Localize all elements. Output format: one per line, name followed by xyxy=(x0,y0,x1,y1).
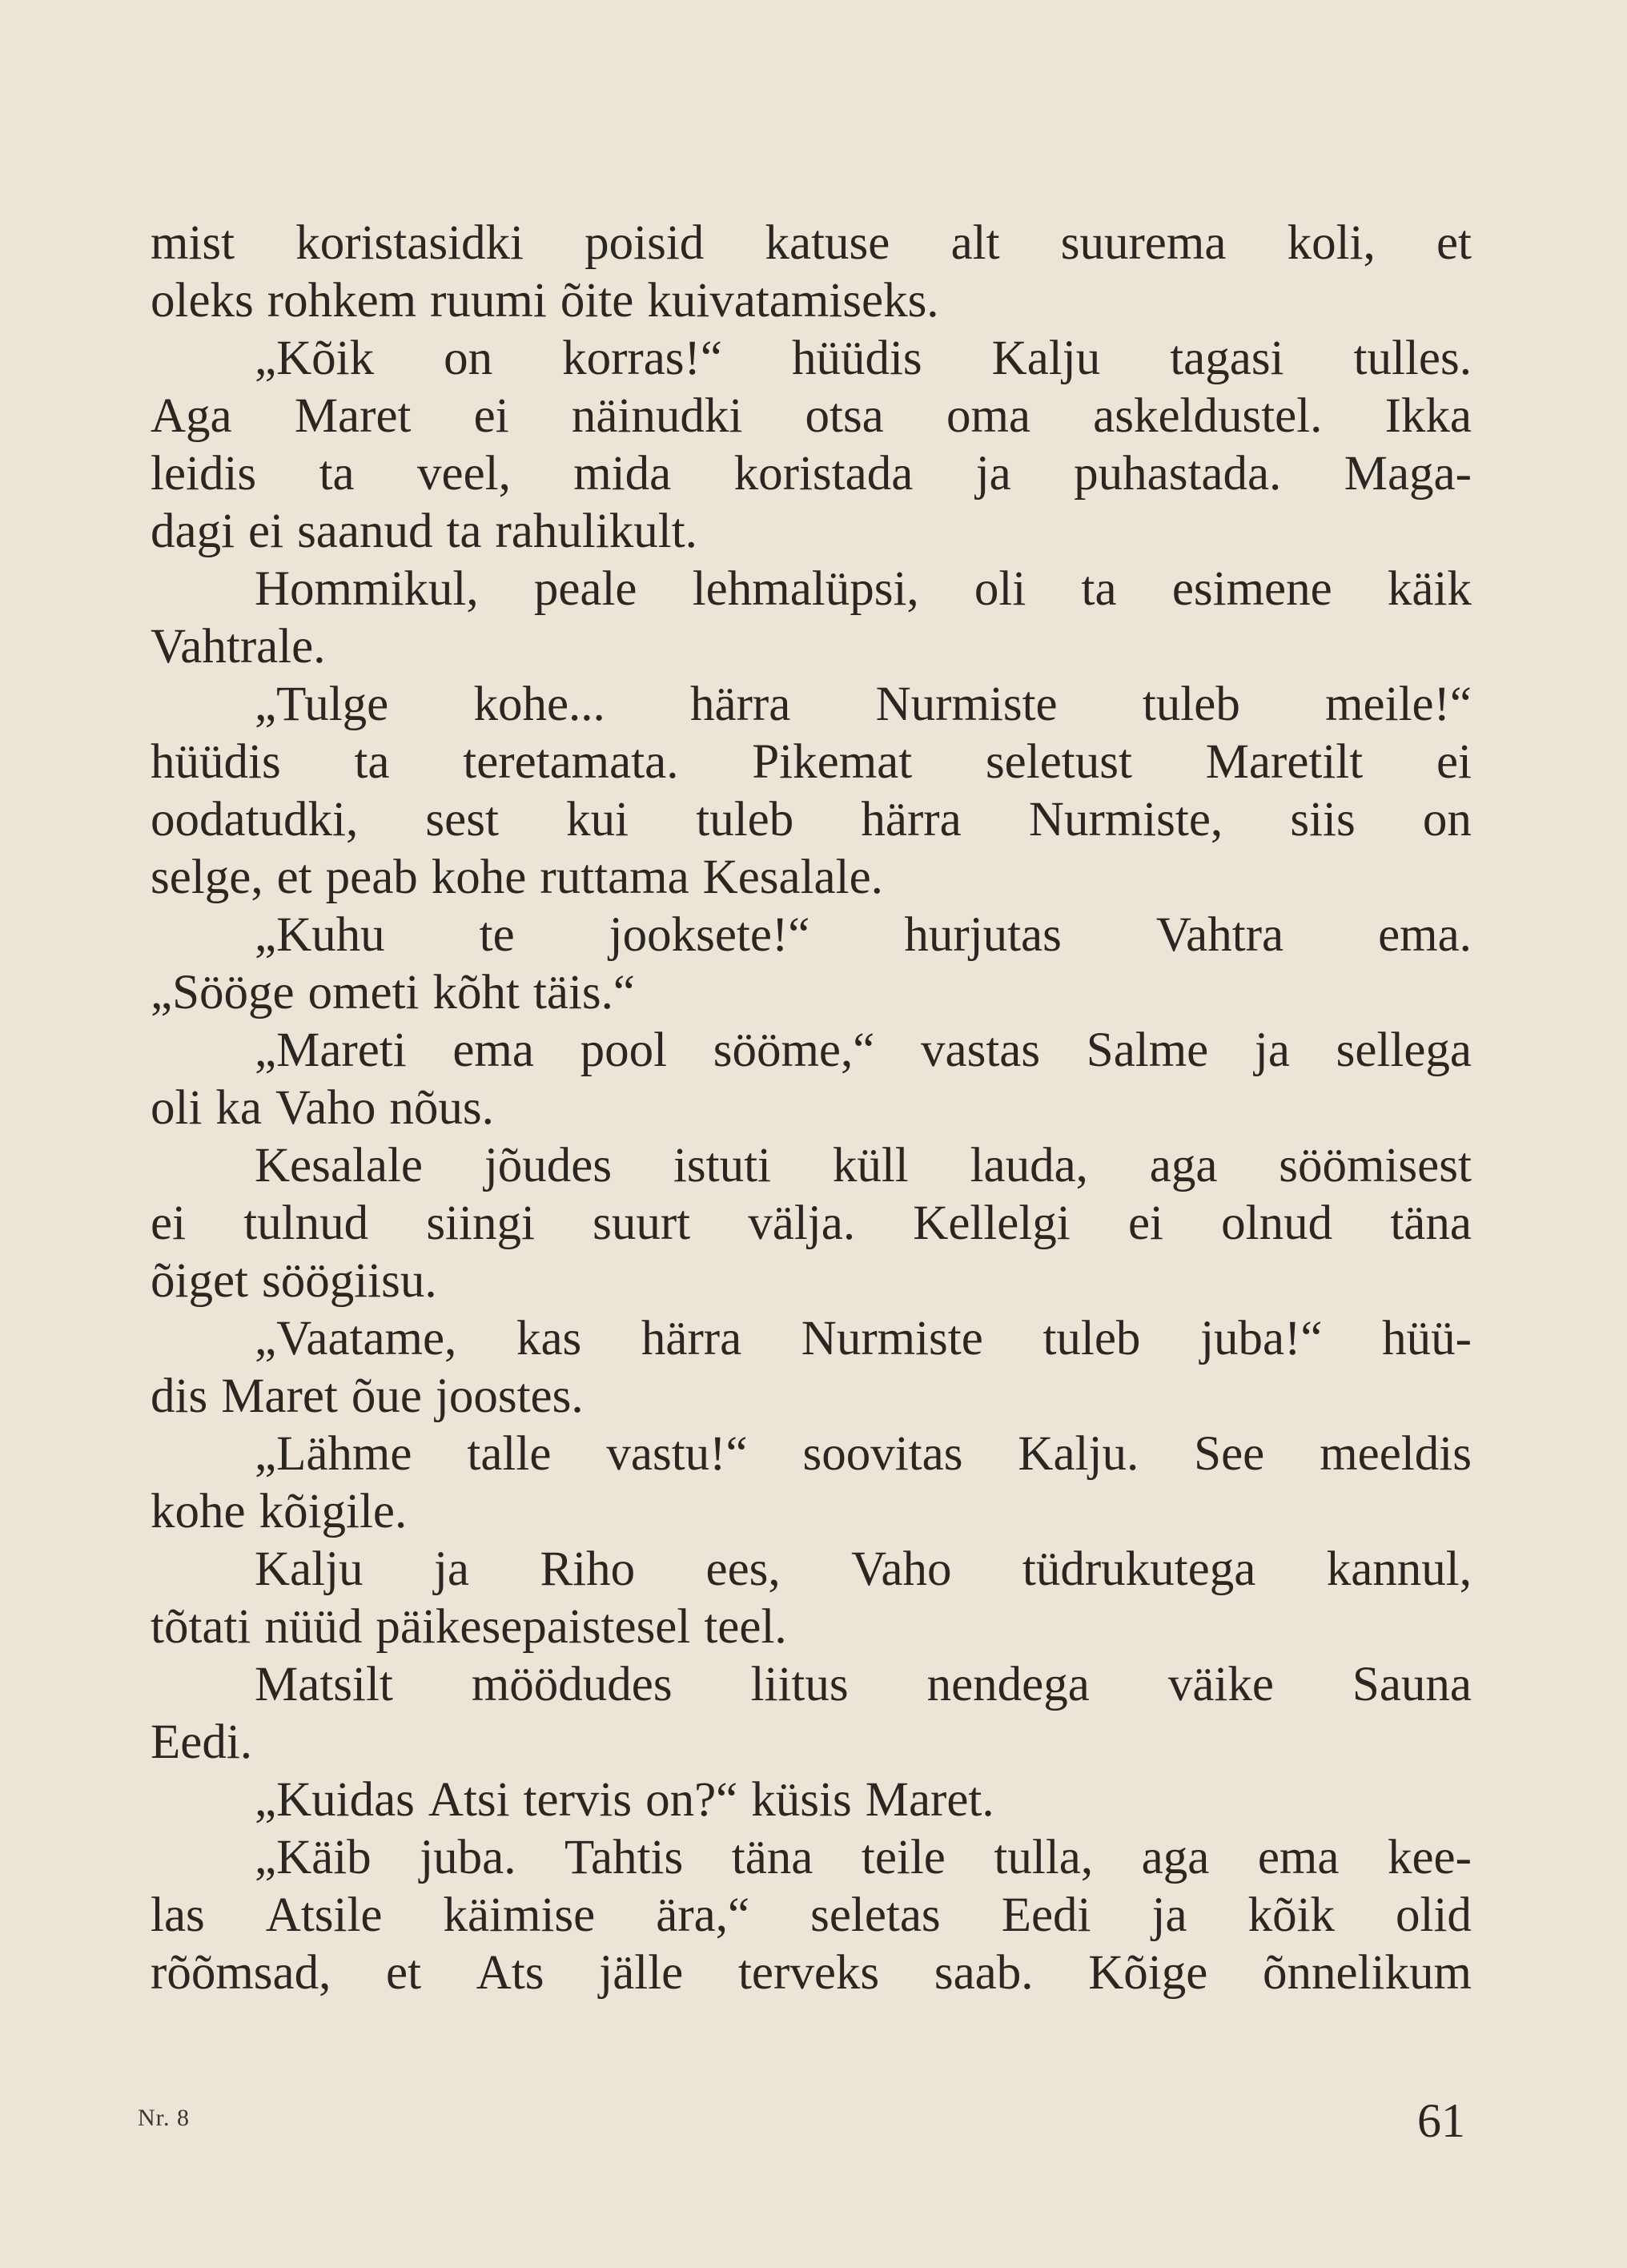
word: „Mareti xyxy=(255,1023,407,1077)
word: Maretilt xyxy=(1205,735,1364,789)
word: möödudes xyxy=(471,1658,673,1711)
word: Kellelgi xyxy=(913,1196,1071,1250)
word: tuleb xyxy=(1042,1312,1141,1365)
word: seletas xyxy=(810,1888,941,1942)
text-line xyxy=(151,907,1472,964)
page-number: 61 xyxy=(1417,2094,1465,2147)
word: küll xyxy=(832,1139,909,1192)
word: ei xyxy=(1127,1196,1163,1250)
word: ei xyxy=(473,389,509,443)
word: sest xyxy=(425,793,499,846)
word: ja xyxy=(975,447,1011,501)
word: terveks xyxy=(737,1946,880,2000)
word: oodatudki, xyxy=(151,793,359,846)
word: ja xyxy=(433,1542,469,1596)
word: suurema xyxy=(1060,216,1227,270)
word: Salme xyxy=(1086,1023,1209,1077)
word: ometi xyxy=(307,966,420,1019)
word: tagasi xyxy=(1170,332,1284,385)
word: Vaho xyxy=(275,1081,376,1135)
text-line xyxy=(151,215,1472,272)
word: härra xyxy=(861,793,962,846)
word: Nurmiste xyxy=(875,678,1058,731)
word: „Kuhu xyxy=(255,908,385,962)
word: ka xyxy=(215,1081,262,1135)
word: Nurmiste, xyxy=(1028,793,1223,846)
word: seletust xyxy=(985,735,1132,789)
word: kohe xyxy=(431,850,527,904)
word: näinudki xyxy=(571,389,743,443)
word: kõigile. xyxy=(259,1485,408,1538)
word: Kõige xyxy=(1088,1946,1208,2000)
word: nüüd xyxy=(264,1600,363,1654)
text-line xyxy=(151,1944,1472,2002)
word: meeldis xyxy=(1320,1427,1472,1481)
word: mist xyxy=(151,216,235,270)
word: ei xyxy=(1436,735,1472,789)
word: Maret xyxy=(221,1369,338,1423)
text-line xyxy=(151,1426,1472,1483)
word: vastu!“ xyxy=(606,1427,748,1481)
word: ema xyxy=(452,1023,534,1077)
word: Vahtrale. xyxy=(151,620,326,674)
word: katuse xyxy=(765,216,890,270)
word: nõus. xyxy=(389,1081,494,1135)
word: Matsilt xyxy=(255,1658,393,1711)
word: ja xyxy=(1151,1888,1187,1942)
word: Kesalale xyxy=(255,1139,423,1192)
word: täis.“ xyxy=(532,966,635,1019)
word: ära,“ xyxy=(656,1888,750,1942)
word: istuti xyxy=(673,1139,771,1192)
word: et xyxy=(386,1946,422,2000)
word: jälle xyxy=(599,1946,684,2000)
word: tulnud xyxy=(243,1196,369,1250)
text-line xyxy=(151,1656,1472,1714)
word: sellega xyxy=(1336,1023,1472,1077)
word: lauda, xyxy=(970,1139,1088,1192)
word: tervis xyxy=(523,1773,633,1827)
word: oli xyxy=(974,562,1026,616)
word: peab xyxy=(325,850,418,904)
word: tuleb xyxy=(1142,678,1240,731)
text-line xyxy=(151,734,1472,791)
word: härra xyxy=(690,678,791,731)
word: Kesalale. xyxy=(702,850,883,904)
body-text xyxy=(151,215,1472,2002)
word: tõtati xyxy=(151,1600,251,1654)
word: hüüdis xyxy=(151,735,281,789)
text-line xyxy=(151,388,1472,445)
word: liitus xyxy=(750,1658,849,1711)
word: ema xyxy=(1257,1831,1340,1884)
text-line xyxy=(151,618,1472,676)
text-line xyxy=(151,849,1472,907)
word: Pikemat xyxy=(752,735,913,789)
word: Tahtis xyxy=(564,1831,684,1884)
word: otsa xyxy=(805,389,884,443)
word: Kalju xyxy=(991,332,1101,385)
word: rahulikult. xyxy=(495,505,697,558)
text-line xyxy=(151,1771,1472,1829)
text-line xyxy=(151,1829,1472,1887)
word: õiget xyxy=(151,1254,248,1308)
word: õite xyxy=(560,274,634,328)
word: olid xyxy=(1396,1888,1472,1942)
word: kuivatamiseks. xyxy=(647,274,939,328)
word: õnnelikum xyxy=(1263,1946,1472,2000)
text-line xyxy=(151,1483,1472,1541)
word: juba. xyxy=(420,1831,516,1884)
text-line xyxy=(151,1195,1472,1253)
word: Kalju xyxy=(255,1542,364,1596)
word: „Vaatame, xyxy=(255,1312,457,1365)
word: dis xyxy=(151,1369,208,1423)
word: kõht xyxy=(432,966,520,1019)
word: oma xyxy=(946,389,1030,443)
word: Sauna xyxy=(1352,1658,1472,1711)
word: hüüdis xyxy=(791,332,922,385)
word: kannul, xyxy=(1326,1542,1472,1596)
word: väike xyxy=(1167,1658,1274,1711)
word: korras!“ xyxy=(562,332,722,385)
word: ta xyxy=(319,447,355,501)
word: Aga xyxy=(151,389,232,443)
word: et xyxy=(1436,216,1472,270)
word: kee- xyxy=(1387,1831,1472,1884)
word: dagi xyxy=(151,505,235,558)
word: Hommikul, xyxy=(255,562,479,616)
word: Nurmiste xyxy=(801,1312,983,1365)
word: tüdrukutega xyxy=(1022,1542,1256,1596)
word: õue xyxy=(351,1369,422,1423)
word: Kalju. xyxy=(1018,1427,1139,1481)
word: et xyxy=(276,850,312,904)
word: teretamata. xyxy=(463,735,679,789)
word: meile!“ xyxy=(1325,678,1472,731)
text-line xyxy=(151,1310,1472,1368)
word: koristada xyxy=(733,447,914,501)
word: ruumi xyxy=(430,274,547,328)
word: juba!“ xyxy=(1200,1312,1323,1365)
text-line xyxy=(151,503,1472,561)
word: ei xyxy=(151,1196,187,1250)
word: koli, xyxy=(1287,216,1376,270)
text-line xyxy=(151,1137,1472,1195)
word: rohkem xyxy=(267,274,417,328)
word: küsis xyxy=(751,1773,852,1827)
word: soovitas xyxy=(802,1427,963,1481)
word: olnud xyxy=(1221,1196,1333,1250)
word: on?“ xyxy=(645,1773,738,1827)
text-line xyxy=(151,445,1472,503)
text-line xyxy=(151,1022,1472,1080)
word: päikesepaistesel xyxy=(376,1600,691,1654)
word: alt xyxy=(950,216,1000,270)
word: talle xyxy=(467,1427,552,1481)
word: Ats xyxy=(476,1946,544,2000)
word: hüü- xyxy=(1382,1312,1472,1365)
text-line xyxy=(151,1887,1472,1944)
word: täna xyxy=(1390,1196,1472,1250)
word: tulla, xyxy=(994,1831,1094,1884)
signature-mark: Nr. 8 xyxy=(138,2105,190,2131)
word: ruttama xyxy=(540,850,689,904)
word: oleks xyxy=(151,274,254,328)
word: tuleb xyxy=(696,793,794,846)
word: ta xyxy=(1081,562,1117,616)
word: jooksete!“ xyxy=(609,908,810,962)
word: härra xyxy=(641,1312,742,1365)
text-line xyxy=(151,791,1472,849)
word: poisid xyxy=(585,216,705,270)
word: aga xyxy=(1141,1831,1210,1884)
text-line xyxy=(151,1253,1472,1310)
word: teel. xyxy=(704,1600,787,1654)
word: saab. xyxy=(934,1946,1034,2000)
text-line xyxy=(151,561,1472,618)
word: esimene xyxy=(1171,562,1332,616)
word: kõik xyxy=(1247,1888,1336,1942)
text-line xyxy=(151,1714,1472,1771)
text-line xyxy=(151,1598,1472,1656)
word: Maret xyxy=(294,389,412,443)
word: selge, xyxy=(151,850,263,904)
word: Ikka xyxy=(1384,389,1472,443)
word: veel, xyxy=(417,447,511,501)
word: välja. xyxy=(748,1196,856,1250)
word: askeldustel. xyxy=(1093,389,1323,443)
word: suurt xyxy=(593,1196,691,1250)
text-line xyxy=(151,330,1472,388)
word: on xyxy=(1422,793,1472,846)
word: ema. xyxy=(1378,908,1472,962)
word: mida xyxy=(573,447,672,501)
word: joostes. xyxy=(435,1369,584,1423)
word: ta xyxy=(354,735,390,789)
word: söögiisu. xyxy=(261,1254,437,1308)
text-line xyxy=(151,1368,1472,1426)
word: nendega xyxy=(926,1658,1090,1711)
word: vastas xyxy=(921,1023,1041,1077)
word: Vahtra xyxy=(1155,908,1284,962)
word: „Lähme xyxy=(255,1427,412,1481)
word: pool xyxy=(580,1023,668,1077)
word: koristasidki xyxy=(295,216,524,270)
word: peale xyxy=(533,562,637,616)
word: kas xyxy=(516,1312,582,1365)
word: ei xyxy=(248,505,284,558)
word: on xyxy=(444,332,493,385)
word: „Käib xyxy=(255,1831,372,1884)
word: saanud xyxy=(297,505,433,558)
word: kui xyxy=(566,793,629,846)
text-line xyxy=(151,1541,1472,1598)
word: siis xyxy=(1290,793,1356,846)
word: las xyxy=(151,1888,205,1942)
word: See xyxy=(1194,1427,1265,1481)
word: te xyxy=(479,908,515,962)
text-line xyxy=(151,272,1472,330)
word: puhastada. xyxy=(1074,447,1282,501)
word: leidis xyxy=(151,447,257,501)
word: „Tulge xyxy=(255,678,389,731)
word: Eedi. xyxy=(151,1715,253,1769)
word: Riho xyxy=(540,1542,636,1596)
word: kohe xyxy=(151,1485,246,1538)
word: „Kuidas xyxy=(255,1773,415,1827)
word: ees, xyxy=(705,1542,781,1596)
word: kohe... xyxy=(473,678,605,731)
word: teile xyxy=(861,1831,946,1884)
word: „Kõik xyxy=(255,332,375,385)
word: Atsi xyxy=(428,1773,510,1827)
word: lehmalüpsi, xyxy=(692,562,919,616)
text-line xyxy=(151,964,1472,1022)
word: siingi xyxy=(426,1196,535,1250)
word: jõudes xyxy=(484,1139,613,1192)
word: tulles. xyxy=(1353,332,1472,385)
word: täna xyxy=(731,1831,814,1884)
word: Maret. xyxy=(865,1773,994,1827)
word: Atsile xyxy=(265,1888,383,1942)
word: Eedi xyxy=(1001,1888,1091,1942)
word: oli xyxy=(151,1081,203,1135)
word: Vaho xyxy=(851,1542,952,1596)
word: ja xyxy=(1254,1023,1290,1077)
word: hurjutas xyxy=(904,908,1062,962)
text-line xyxy=(151,676,1472,734)
word: käik xyxy=(1387,562,1472,616)
word: „Sööge xyxy=(151,966,295,1019)
word: söömisest xyxy=(1279,1139,1472,1192)
word: rõõmsad, xyxy=(151,1946,331,2000)
word: Maga- xyxy=(1344,447,1472,501)
word: ta xyxy=(446,505,482,558)
word: aga xyxy=(1149,1139,1218,1192)
word: käimise xyxy=(443,1888,596,1942)
word: sööme,“ xyxy=(713,1023,875,1077)
text-line xyxy=(151,1080,1472,1137)
